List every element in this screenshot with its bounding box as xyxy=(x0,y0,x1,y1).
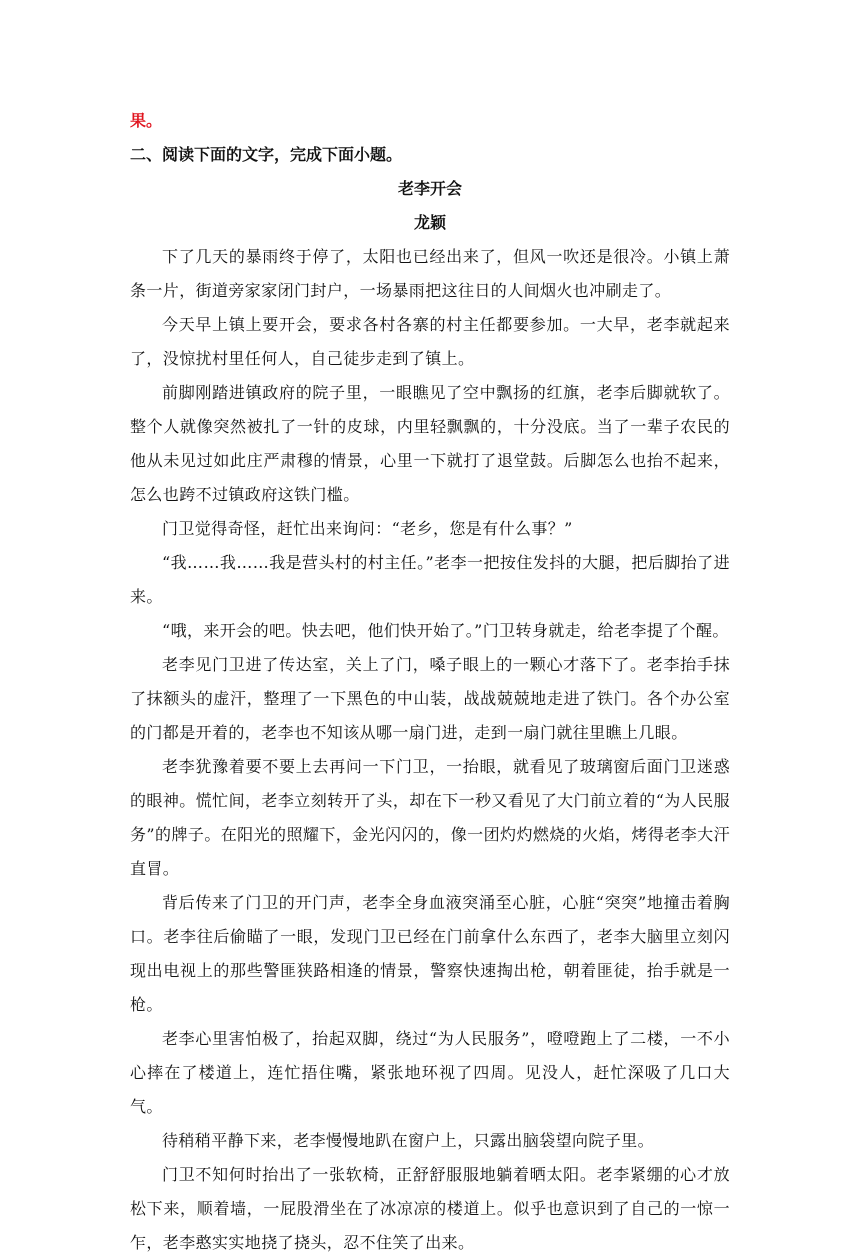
reading-passage xyxy=(130,104,730,1260)
paragraph: 前脚刚踏进镇政府的院子里，一眼瞧见了空中飘扬的红旗，老李后脚就软了。整个人就像突然被扎了一针的皮球，内里轻飘飘的，十分没底。当了一辈子农民的他从未见过如此庄严肃穆的情景，心里一下就打了退堂鼓。后脚怎么也抬不起来，怎么也跨不过镇政府这铁门槛。 xyxy=(130,383,730,504)
paragraph: “哦，来开会的吧。快去吧，他们快开始了。”门卫转身就走，给老李提了个醒。 xyxy=(162,621,729,640)
story-author: 龙颖 xyxy=(413,213,446,232)
paragraph: 今天早上镇上要开会，要求各村各寨的村主任都要参加。一大早，老李就起来了，没惊扰村里任何人，自己徒步走到了镇上。 xyxy=(130,315,730,368)
paragraph: 待稍稍平静下来，老李慢慢地趴在窗户上，只露出脑袋望向院子里。 xyxy=(162,1131,655,1150)
paragraph: 下了几天的暴雨终于停了，太阳也已经出来了，但风一吹还是很冷。小镇上萧条一片，街道旁家家闭门封户，一场暴雨把这往日的人间烟火也冲刷走了。 xyxy=(130,247,730,300)
paragraph: 门卫觉得奇怪，赶忙出来询问：“老乡，您是有什么事？” xyxy=(162,519,573,538)
story-title: 老李开会 xyxy=(397,179,462,198)
paragraph: 老李心里害怕极了，抬起双脚，绕过“为人民服务”，噔噔跑上了二楼，一不小心摔在了楼道上，连忙捂住嘴，紧张地环视了四周。见没人，赶忙深吸了几口大气。 xyxy=(130,1029,730,1116)
paragraph: 老李见门卫进了传达室，关上了门，嗓子眼上的一颗心才落下了。老李抬手抹了抹额头的虚汗，整理了一下黑色的中山装，战战兢兢地走进了铁门。各个办公室的门都是开着的，老李也不知该从哪一扇门进，走到一扇门就往里瞧上几眼。 xyxy=(130,655,730,742)
paragraph: 老李犹豫着要不要上去再问一下门卫，一抬眼，就看见了玻璃窗后面门卫迷惑的眼神。慌忙间，老李立刻转开了头，却在下一秒又看见了大门前立着的“为人民服务”的牌子。在阳光的照耀下，金光闪闪的，像一团灼灼燃烧的火焰，烤得老李大汗直冒。 xyxy=(130,757,730,878)
paragraph: “我……我……我是营头村的村主任。”老李一把按住发抖的大腿，把后脚抬了进来。 xyxy=(130,553,730,606)
paragraph: 背后传来了门卫的开门声，老李全身血液突涌至心脏，心脏“突突”地撞击着胸口。老李往后偷瞄了一眼，发现门卫已经在门前拿什么东西了，老李大脑里立刻闪现出电视上的那些警匪狭路相逢的情景，警察快速掏出枪，朝着匪徒，抬手就是一枪。 xyxy=(130,893,730,1014)
paragraph: 门卫不知何时抬出了一张软椅，正舒舒服服地躺着晒太阳。老李紧绷的心才放松下来，顺着墙，一屁股滑坐在了冰凉凉的楼道上。似乎也意识到了自己的一惊一乍，老李憨实实地挠了挠头，忍不住笑了出来。 xyxy=(130,1165,730,1252)
question-header: 二、阅读下面的文字，完成下面小题。 xyxy=(130,145,403,164)
previous-answer-fragment: 果。 xyxy=(130,111,163,130)
